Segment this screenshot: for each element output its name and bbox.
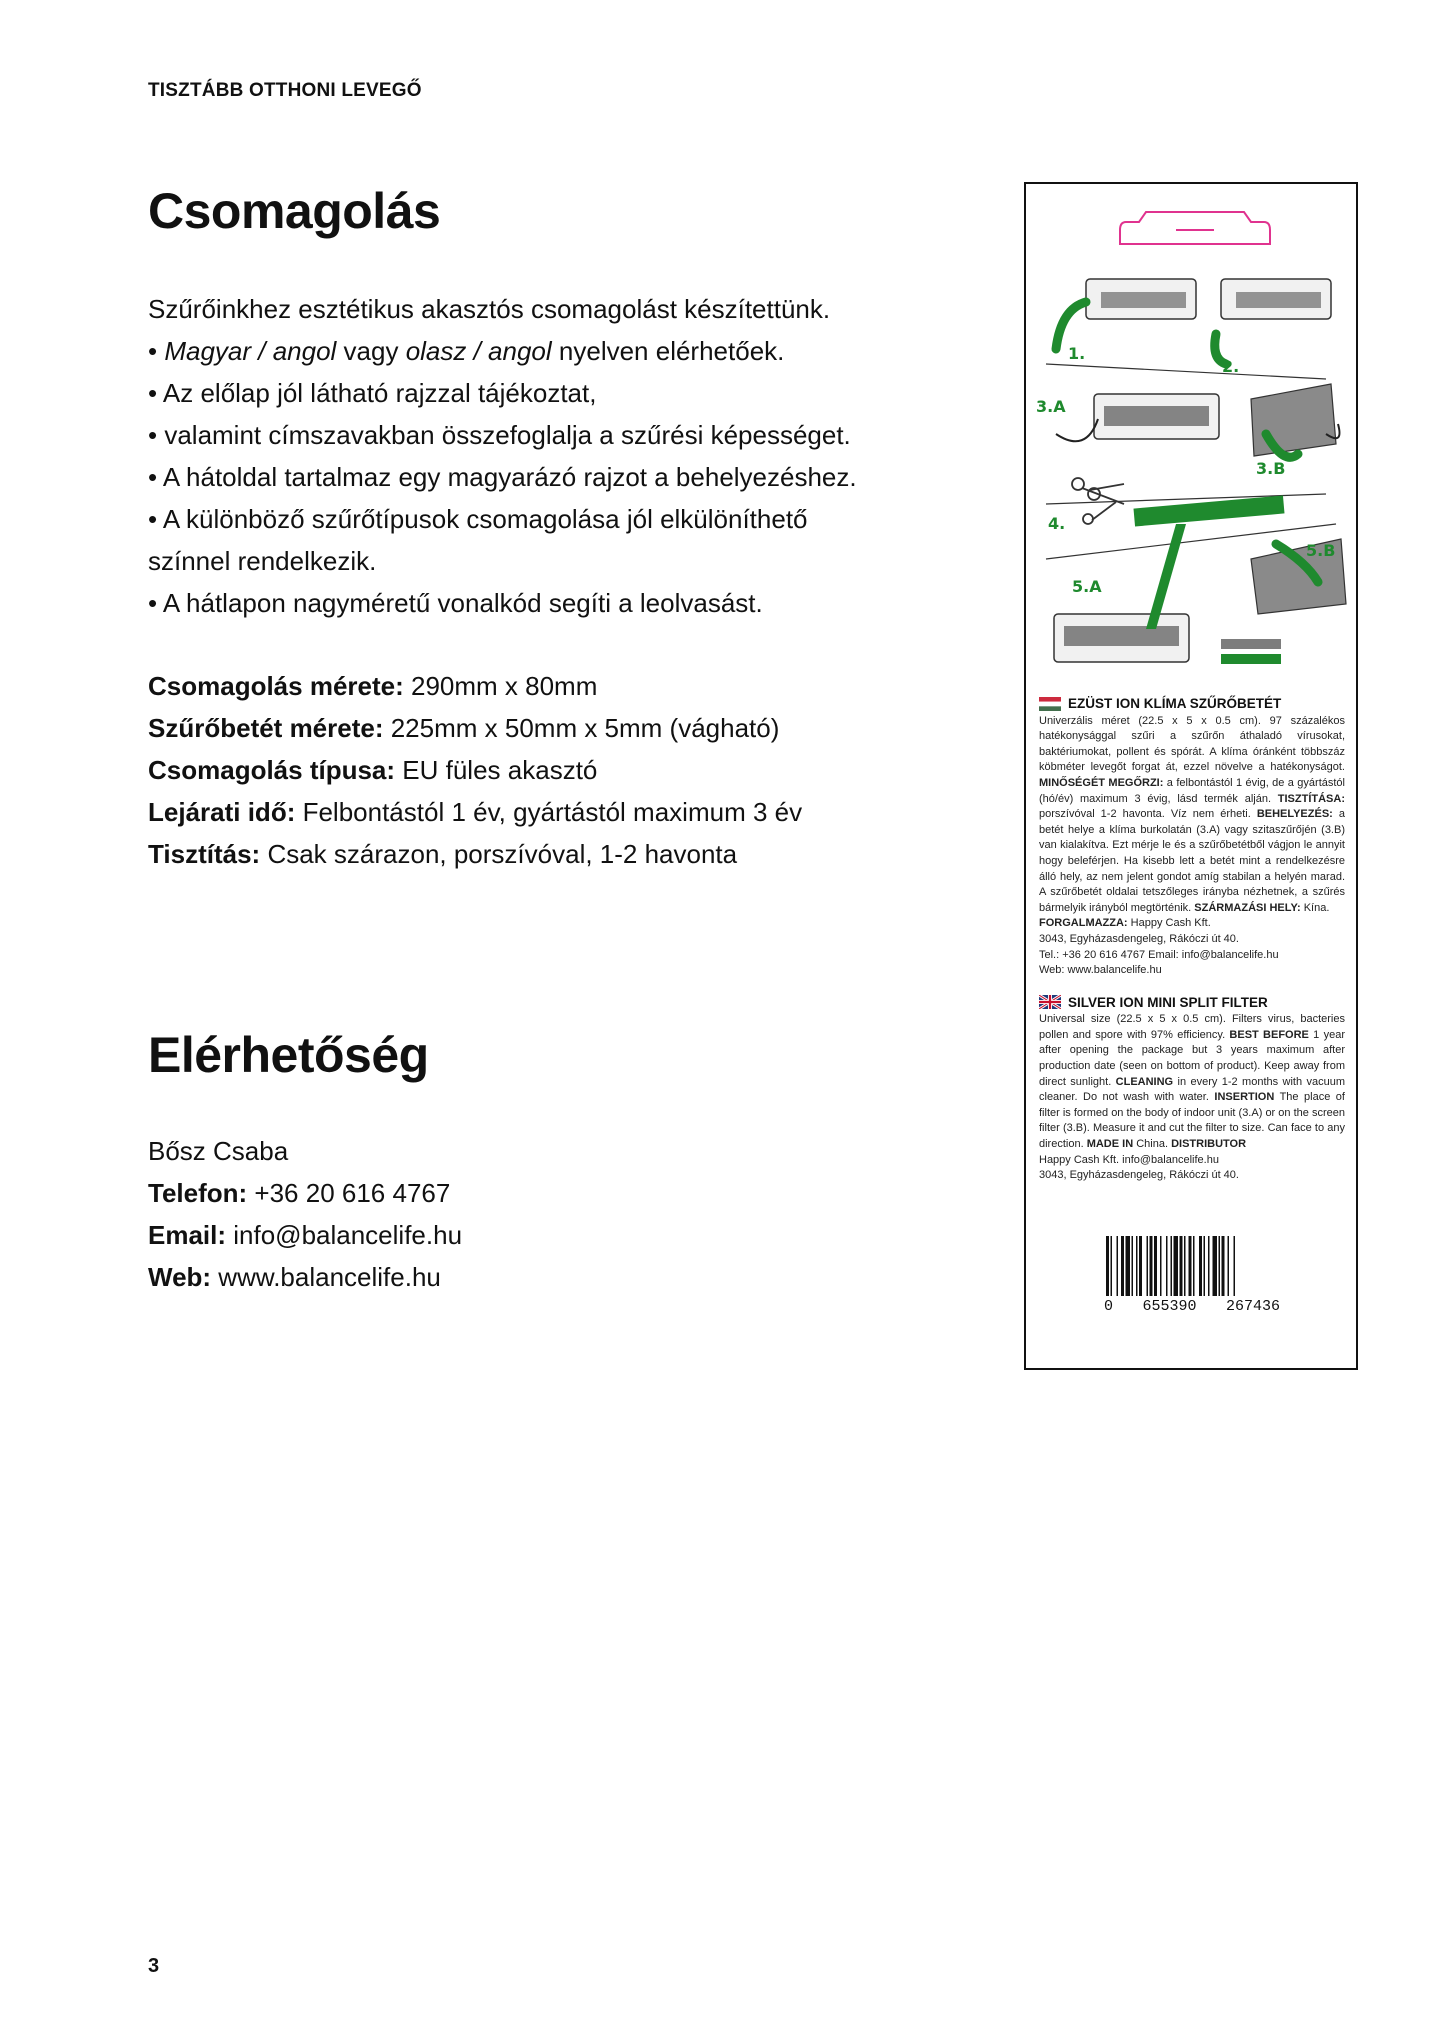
barcode-bar bbox=[1193, 1236, 1195, 1296]
lang-it-en: olasz / angol bbox=[405, 336, 552, 366]
en-text: The place of filter is formed on the body of indoor unit (3.A) or on the screen filter (3.B). Measure it and cut the filter to size. Can face to any direction. bbox=[1039, 1091, 1345, 1151]
spec-row bbox=[148, 791, 988, 833]
spec-value: Csak szárazon, porszívóval, 1-2 havonta bbox=[260, 839, 738, 869]
barcode-bar bbox=[1208, 1236, 1210, 1296]
en-heading bbox=[1039, 995, 1345, 1011]
running-header: TISZTÁBB OTTHONI LEVEGŐ bbox=[148, 80, 422, 101]
page-number: 3 bbox=[148, 1955, 160, 1977]
bullet-item: • valamint címszavakban összefoglalja a szűrési képességet. bbox=[148, 420, 851, 450]
barcode-bar bbox=[1126, 1236, 1131, 1296]
en-description bbox=[1039, 1012, 1345, 1152]
barcode-digit: 267436 bbox=[1225, 1298, 1280, 1315]
hu-keyword: TISZTÍTÁSA: bbox=[1277, 792, 1345, 805]
hu-keyword: BEHELYEZÉS: bbox=[1256, 808, 1333, 821]
barcode-bar bbox=[1160, 1236, 1162, 1296]
en-text: China. bbox=[1133, 1138, 1172, 1151]
en-distributor: Happy Cash Kft. info@balancelife.hu bbox=[1039, 1153, 1219, 1166]
spec-label: Tisztítás: bbox=[148, 839, 261, 869]
hungary-flag-icon bbox=[1039, 697, 1061, 711]
contact-phone bbox=[148, 1172, 988, 1214]
step-label: 5.B bbox=[1306, 541, 1336, 560]
bullet-text: vagy bbox=[336, 336, 406, 366]
en-keyword: CLEANING bbox=[1115, 1075, 1174, 1088]
hu-distributor bbox=[1039, 916, 1345, 932]
contact-label: Telefon: bbox=[148, 1178, 248, 1208]
barcode-bar bbox=[1132, 1236, 1134, 1296]
barcode-bar bbox=[1166, 1236, 1168, 1296]
step-label: 3.A bbox=[1036, 397, 1066, 416]
contact-value: www.balancelife.hu bbox=[211, 1262, 441, 1292]
en-keyword: BEST BEFORE bbox=[1229, 1028, 1309, 1041]
barcode-bar bbox=[1219, 1236, 1221, 1296]
hu-address: 3043, Egyházasdengeleg, Rákóczi út 40. bbox=[1039, 932, 1239, 945]
hu-tel-email: Tel.: +36 20 616 4767 Email: info@balancelife.hu bbox=[1039, 948, 1279, 961]
contact-value: info@balancelife.hu bbox=[226, 1220, 463, 1250]
spec-value: 225mm x 50mm x 5mm (vágható) bbox=[383, 713, 780, 743]
uk-flag-icon bbox=[1039, 995, 1061, 1009]
en-keyword: DISTRIBUTOR bbox=[1171, 1138, 1247, 1151]
barcode-bar bbox=[1222, 1236, 1225, 1296]
hu-text: Happy Cash Kft. bbox=[1127, 917, 1211, 930]
installation-illustration bbox=[1026, 184, 1356, 684]
hu-keyword: MINŐSÉGÉT MEGŐRZI: bbox=[1039, 776, 1164, 789]
hu-text: Kína. bbox=[1300, 901, 1330, 914]
hu-heading bbox=[1039, 696, 1345, 712]
spec-label: Csomagolás mérete: bbox=[148, 671, 404, 701]
bullet-item: • A hátlapon nagyméretű vonalkód segíti a leolvasást. bbox=[148, 588, 763, 618]
en-text: in every 1-2 months with vacuum cleaner. Do not wash with water. bbox=[1039, 1075, 1345, 1104]
hu-title: EZÜST ION KLÍMA SZŰRŐBETÉT bbox=[1068, 696, 1282, 711]
spec-label: Lejárati idő: bbox=[148, 797, 296, 827]
lang-hu-en: Magyar / angol bbox=[164, 336, 337, 366]
en-keyword: INSERTION bbox=[1214, 1091, 1275, 1104]
barcode-bar bbox=[1234, 1236, 1236, 1296]
en-keyword: MADE IN bbox=[1086, 1138, 1134, 1151]
contact-label: Email: bbox=[148, 1220, 227, 1250]
section-title-contact: Elérhetőség bbox=[148, 1027, 429, 1083]
scissors-icon bbox=[1072, 478, 1124, 524]
bullet-item: színnel rendelkezik. bbox=[148, 546, 377, 576]
hu-keyword: FORGALMAZZA: bbox=[1039, 917, 1128, 930]
packaging-specs bbox=[148, 665, 988, 875]
barcode-bar bbox=[1117, 1236, 1119, 1296]
spec-value: Felbontástól 1 év, gyártástól maximum 3 év bbox=[295, 797, 803, 827]
spec-row bbox=[148, 749, 988, 791]
package-text bbox=[1039, 696, 1345, 1184]
section-title-packaging: Csomagolás bbox=[148, 183, 441, 239]
barcode-bar bbox=[1213, 1236, 1218, 1296]
step-label: 3.B bbox=[1256, 459, 1286, 478]
bullet-text: nyelven elérhetőek. bbox=[551, 336, 785, 366]
contact-name: Bősz Csaba bbox=[148, 1136, 289, 1166]
bullet-item: • Az előlap jól látható rajzzal tájékoztat, bbox=[148, 378, 597, 408]
contact-value: +36 20 616 4767 bbox=[247, 1178, 451, 1208]
bullet-item: • A hátoldal tartalmaz egy magyarázó rajzot a behelyezéshez. bbox=[148, 462, 857, 492]
barcode-bar bbox=[1139, 1236, 1142, 1296]
step-label: 2. bbox=[1222, 357, 1240, 376]
bullet-languages bbox=[148, 330, 988, 372]
barcode-digit: 655390 bbox=[1142, 1298, 1197, 1315]
contact-email bbox=[148, 1214, 988, 1256]
spec-row bbox=[148, 665, 988, 707]
barcode-bar bbox=[1121, 1236, 1124, 1296]
barcode-bar bbox=[1189, 1236, 1192, 1296]
step-label: 5.A bbox=[1072, 577, 1102, 596]
spec-value: 290mm x 80mm bbox=[403, 671, 598, 701]
barcode-number bbox=[1104, 1298, 1280, 1315]
step-label: 1. bbox=[1068, 344, 1086, 363]
barcode-bar bbox=[1150, 1236, 1153, 1296]
barcode-bar bbox=[1171, 1236, 1173, 1296]
package-back-image bbox=[1024, 182, 1358, 1370]
bullet-mark: • bbox=[148, 336, 165, 366]
barcode-bar bbox=[1174, 1236, 1179, 1296]
en-text: 1 year after opening the package but 3 years maximum after production date (seen on bottom of product). Keep away from direct sunlight. bbox=[1039, 1028, 1345, 1088]
step-label: 4. bbox=[1048, 514, 1066, 533]
spec-row bbox=[148, 833, 988, 875]
contact-web bbox=[148, 1256, 988, 1298]
barcode-bar bbox=[1228, 1236, 1230, 1296]
barcode-bar bbox=[1154, 1236, 1157, 1296]
packaging-description bbox=[148, 288, 988, 624]
hu-text: a felbontástól 1 évig, de a gyártástól (hó/év) maximum 3 évig, lásd termék alján. bbox=[1039, 776, 1345, 805]
contact-block bbox=[148, 1130, 988, 1298]
barcode-digit: 0 bbox=[1104, 1298, 1114, 1315]
spec-label: Csomagolás típusa: bbox=[148, 755, 396, 785]
spec-label: Szűrőbetét mérete: bbox=[148, 713, 384, 743]
en-title: SILVER ION MINI SPLIT FILTER bbox=[1068, 994, 1268, 1010]
barcode-bar bbox=[1180, 1236, 1183, 1296]
en-text: Universal size (22.5 x 5 x 0.5 cm). Filters virus, bacteries pollen and spore with 97% efficiency. bbox=[1039, 1013, 1345, 1041]
barcode-bar bbox=[1106, 1236, 1109, 1296]
spec-value: EU füles akasztó bbox=[395, 755, 598, 785]
hu-text: Univerzális méret (22.5 x 5 x 0.5 cm). 97 százalékos hatékonysággal szűri a szűrőn áthaladó vírusokat, baktériumokat, pollent és spórát. A klíma óránként többszáz köbméter levegőt forgat át, ezzel növelve a hatékonyságot. bbox=[1039, 714, 1345, 774]
hu-web: Web: www.balancelife.hu bbox=[1039, 964, 1162, 977]
en-address: 3043, Egyházasdengeleg, Rákóczi út 40. bbox=[1039, 1169, 1239, 1182]
barcode-bar bbox=[1136, 1236, 1138, 1296]
spec-row bbox=[148, 707, 988, 749]
hang-tab-icon bbox=[1120, 212, 1270, 244]
barcode-bar bbox=[1184, 1236, 1186, 1296]
barcode-bar bbox=[1199, 1236, 1202, 1296]
barcode-bar bbox=[1111, 1236, 1113, 1296]
barcode-bar bbox=[1147, 1236, 1149, 1296]
hu-description bbox=[1039, 714, 1345, 917]
hu-text: a betét helye a klíma burkolatán (3.A) vagy szitaszűrőjén (3.B) van kialakítva. Ezt mérje le és a szűrőbetétből vágjon le annyit hogy beleférjen. Ha kisebb lett a betét mint a rendelkezésre álló hely, az nem jelent gondot amíg stabilan a helyén marad. A szűrőbetét oldalai tetszőleges irányba nézhetnek, a szűrés bármelyik irányból megtörténik. bbox=[1039, 808, 1345, 914]
barcode-bar bbox=[1204, 1236, 1206, 1296]
contact-label: Web: bbox=[148, 1262, 212, 1292]
hu-text: porszívóval 1-2 havonta. Víz nem érheti. bbox=[1039, 808, 1257, 821]
bullet-item: • A különböző szűrőtípusok csomagolása jól elkülöníthető bbox=[148, 504, 808, 534]
hu-keyword: SZÁRMAZÁSI HELY: bbox=[1194, 901, 1301, 914]
intro-line: Szűrőinkhez esztétikus akasztós csomagolást készítettünk. bbox=[148, 294, 831, 324]
